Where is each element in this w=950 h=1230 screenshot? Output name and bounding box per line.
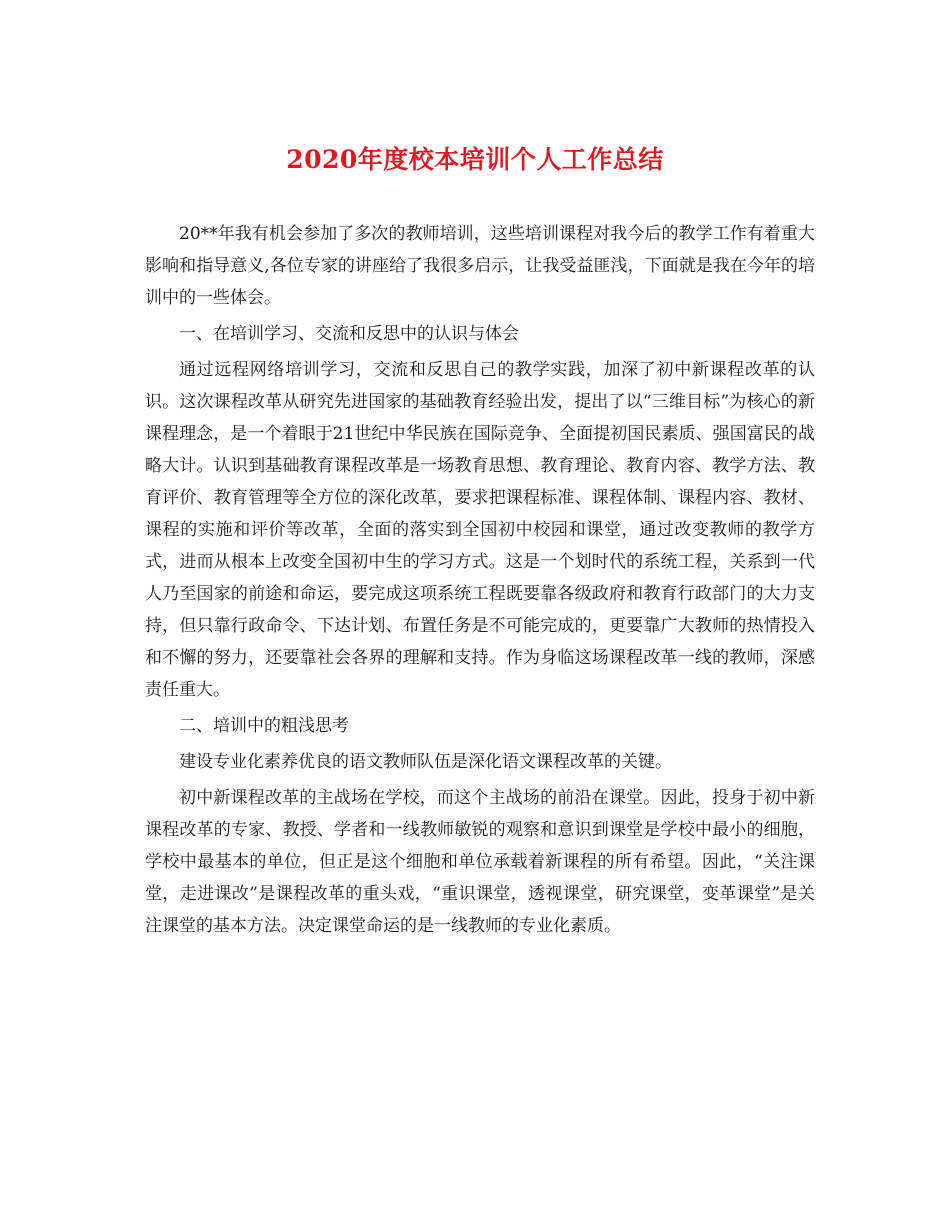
document-title: 2020年度校本培训个人工作总结 bbox=[286, 145, 664, 174]
section-heading-2: 二、培训中的粗浅思考 bbox=[179, 716, 349, 736]
paragraph-intro: 20**年我有机会参加了多次的教师培训，这些培训课程对我今后的教学工作有着重大影响和指导意义,各位专家的讲座给了我很多启示，让我受益匪浅，下面就是我在今年的培训中的一些体会。 bbox=[145, 224, 815, 308]
paragraph-key-point: 建设专业化素养优良的语文教师队伍是深化语文课程改革的关键。 bbox=[179, 752, 672, 772]
paragraph-section-2: 初中新课程改革的主战场在学校，而这个主战场的前沿在课堂。因此，投身于初中新课程改革的专家、教授、学者和一线教师敏锐的观察和意识到课堂是学校中最小的细胞，学校中最基本的单位，但正是这个细胞和单位承载着新课程的所有希望。因此，“关注课堂，走进课改”是课程改革的重头戏，“重识课堂，透视课堂，研究课堂，变革课堂”是关注课堂的基本方法。决定课堂命运的是一线教师的专业化素质。 bbox=[145, 788, 815, 936]
paragraph-section-1: 通过远程网络培训学习，交流和反思自己的教学实践，加深了初中新课程改革的认识。这次课程改革从研究先进国家的基础教育经验出发，提出了以“三维目标”为核心的新课程理念，是一个着眼于21世纪中华民族在国际竞争、全面提初国民素质、强国富民的战略大计。认识到基础教育课程改革是一场教育思想、教育理论、教育内容、教学方法、教育评价、教育管理等全方位的深化改革，要求把课程标准、课程体制、课程内容、教材、课程的实施和评价等改革，全面的落实到全国初中校园和课堂，通过改变教师的教学方式，进而从根本上改变全国初中生的学习方式。这是一个划时代的系统工程，关系到一代人乃至国家的前途和命运，要完成这项系统工程既要靠各级政府和教育行政部门的大力支持，但只靠行政命令、下达计划、布置任务是不可能完成的，更要靠广大教师的热情投入和不懈的努力，还要靠社会各界的理解和支持。作为身临这场课程改革一线的教师，深感责任重大。 bbox=[145, 360, 815, 700]
section-heading-1: 一、在培训学习、交流和反思中的认识与体会 bbox=[179, 324, 519, 344]
document-body bbox=[145, 218, 815, 946]
